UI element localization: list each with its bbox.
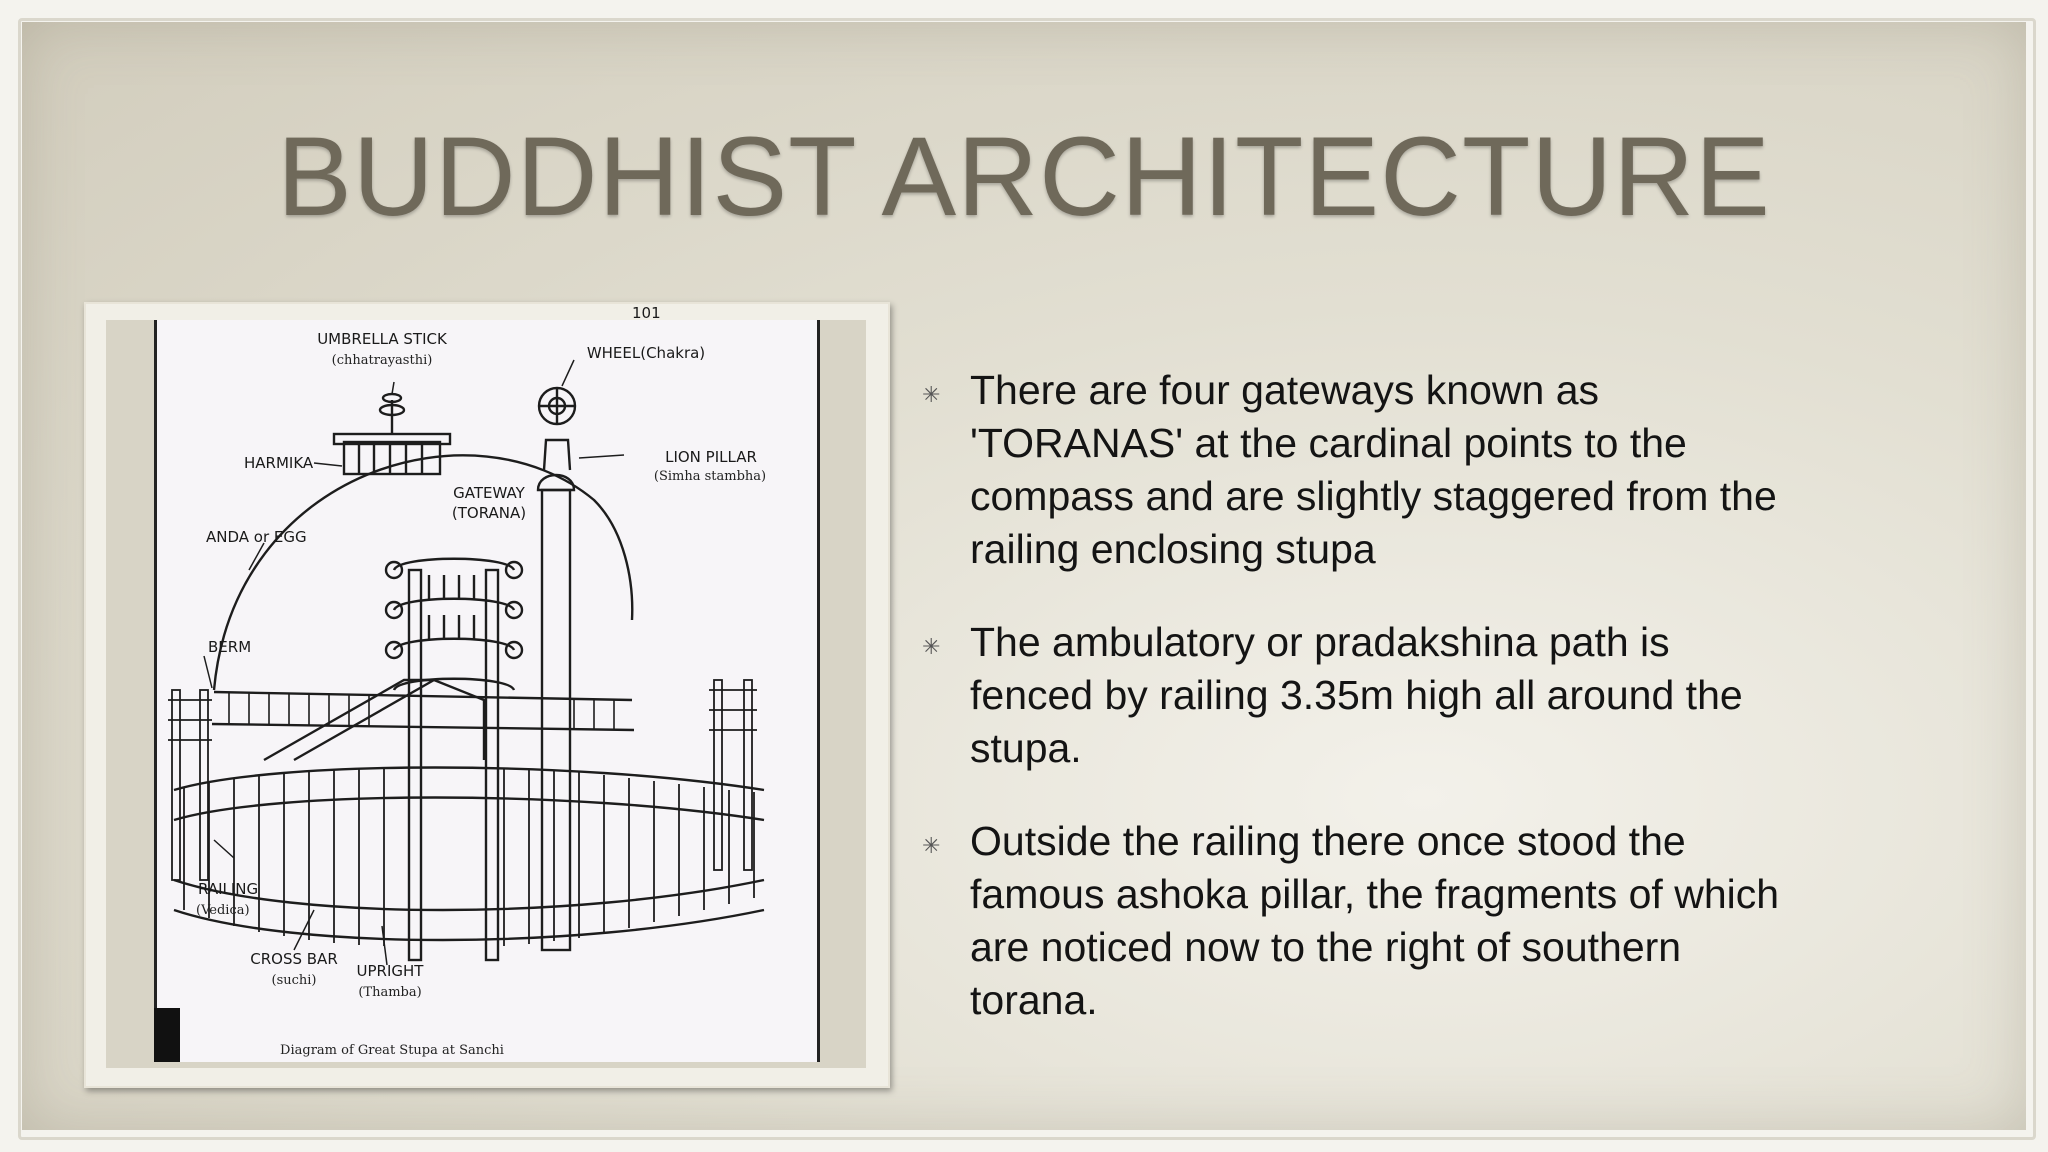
torana-gateway xyxy=(386,559,522,960)
bullet-asterisk-icon: ✳ xyxy=(922,382,941,407)
label-upright-sub: (Thamba) xyxy=(358,985,422,1000)
label-gateway: GATEWAY xyxy=(453,484,525,502)
bullet-text: The ambulatory or pradakshina path is fenced by railing 3.35m high all around the stupa. xyxy=(970,619,1743,771)
label-railing-sub: (Vedica) xyxy=(196,903,250,918)
label-upright: UPRIGHT xyxy=(356,962,424,980)
ashoka-lion-pillar xyxy=(538,388,575,950)
label-umbrella-sub: (chhatrayasthi) xyxy=(331,353,433,368)
bullet-text: Outside the railing there once stood the famous ashoka pillar, the fragments of which are noticed now to the right of southern torana. xyxy=(970,818,1780,1023)
side-toranas xyxy=(168,680,757,880)
label-umbrella: UMBRELLA STICK xyxy=(317,330,447,348)
label-cross-bar-sub: (suchi) xyxy=(271,973,317,988)
label-lion-pillar-sub: (Simha stambha) xyxy=(653,469,767,484)
slide-title: BUDDHIST ARCHITECTURE xyxy=(277,114,1771,239)
label-wheel: WHEEL(Chakra) xyxy=(586,344,706,362)
label-cross-bar: CROSS BAR xyxy=(250,950,338,968)
bullet-text: There are four gateways known as 'TORANAS' at the cardinal points to the compass and are slightly staggered from the railing enclosing stupa xyxy=(970,367,1777,572)
bullet-asterisk-icon: ✳ xyxy=(922,634,941,659)
stupa-diagram xyxy=(154,304,814,1062)
vedica-bottom xyxy=(174,910,764,940)
label-gateway-sub: (TORANA) xyxy=(451,504,527,522)
label-lion-pillar: LION PILLAR xyxy=(665,448,757,466)
leader-lines xyxy=(204,360,624,965)
bullet-asterisk-icon: ✳ xyxy=(922,833,941,858)
bullet-item xyxy=(922,815,1802,1027)
bullet-item xyxy=(922,616,1802,775)
bullet-list xyxy=(922,364,1802,1067)
bullet-item xyxy=(922,364,1802,576)
vedica-uprights xyxy=(184,768,754,946)
label-berm: BERM xyxy=(208,638,252,656)
label-anda: ANDA or EGG xyxy=(206,528,307,546)
diagram-caption: Diagram of Great Stupa at Sanchi xyxy=(280,1043,504,1058)
label-harmika: HARMIKA xyxy=(244,454,314,472)
label-railing: RAILING xyxy=(198,880,259,898)
page-number: 101 xyxy=(632,304,661,322)
vedica-top xyxy=(174,768,764,791)
